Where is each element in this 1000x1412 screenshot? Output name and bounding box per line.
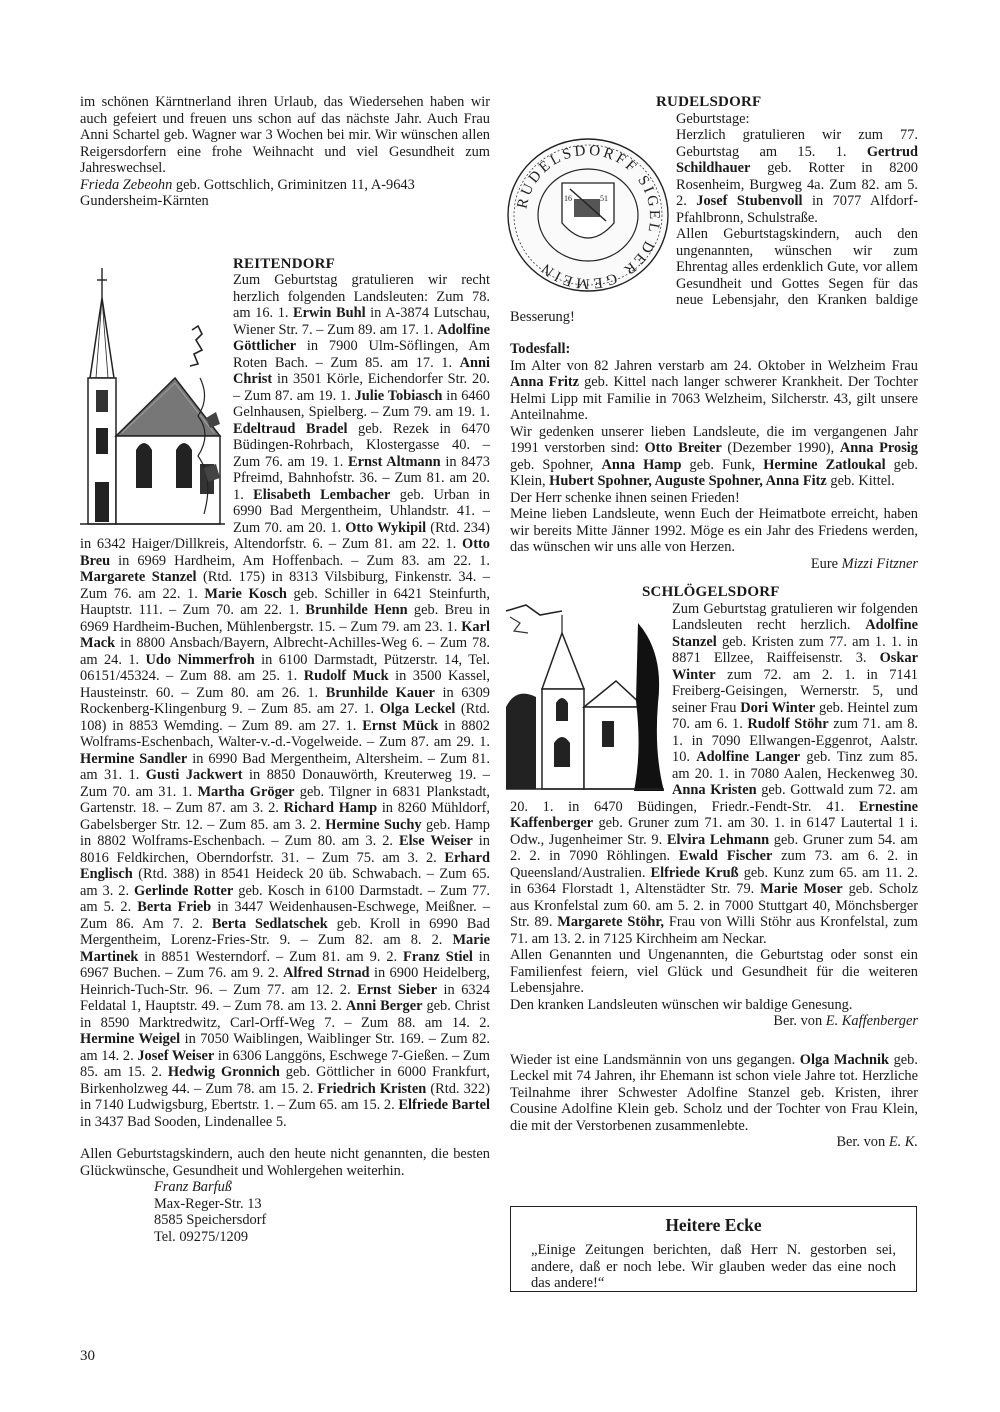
schloegelsdorf-heading: SCHLÖGELSDORF	[642, 584, 780, 600]
text-run: geb. Urban in 6990 Bad Mergentheim, Uhlandstr. 41. – Zum 70. am 20. 1.	[233, 486, 491, 536]
person-name: Otto Breiter	[644, 440, 722, 456]
person-name: Berta Frieb	[137, 899, 212, 915]
person-name: Julie Tobiasch	[354, 387, 443, 404]
text-run: in 6306 Langgöns, Eschwege 7-Gießen. – Zum 85. am 15. 2.	[80, 1047, 490, 1080]
closing-paragraph: Allen Geburtstagskindern, auch den heute nicht genannten, die besten Glückwünsche, Gesundheit und Wohlergehen weiterhin.	[80, 1146, 490, 1179]
person-name: Josef Stubenvoll	[696, 193, 803, 209]
person-name: Elfriede Bartel	[398, 1097, 490, 1113]
person-name: Anni Christ	[233, 354, 490, 387]
text-run: geb. Spohner,	[510, 456, 602, 473]
text-run: Wieder ist eine Landsmännin von uns gegangen.	[510, 1051, 800, 1068]
person-name: Olga Machnik	[799, 1051, 890, 1068]
text-run: Wir gedenken unserer lieben Landsleute, die im vergangenen Jahr 1991 verstorben sind:	[510, 423, 918, 456]
todesfall-paragraph	[510, 358, 918, 424]
person-name: Ewald Fischer	[678, 848, 773, 864]
text-run: zum 73. am 6. 2. in Queensland/Australien.	[510, 848, 918, 881]
text-run: in 8473 Pfreimd, Bahnhofstr. 36. – Zum 81. am 20. 1.	[233, 453, 490, 503]
text-run: (Rtd. 322) in 7140 Ludwigsburg, Ebertstr. 1. – Zum 65. am 15. 2.	[80, 1080, 490, 1113]
text-run: in 3500 Kassel, Hausteinstr. 60. – Zum 80. am 26. 1.	[80, 668, 490, 701]
person-name: Brunhilde Henn	[305, 602, 408, 618]
text-run: geb. Kittel nach langer schwerer Krankheit. Der Tochter Helmi Lipp mit Familie in 7063 Welzheim, Silcherstr. 43, gilt unsere Anteilnahme.	[510, 374, 918, 423]
mizzi-signature	[510, 556, 918, 573]
machnik-obituary	[510, 1052, 918, 1135]
person-name: Otto Breu	[80, 536, 490, 569]
text-run: Zum Geburtstag gratulieren wir folgenden Landsleuten recht herzlich.	[672, 600, 918, 633]
rudelsdorf-subheading: Geburtstage:	[676, 110, 750, 127]
person-name: Anna Prosig	[839, 440, 918, 456]
person-name: Marie Moser	[760, 881, 843, 897]
text-run: in 8851 Westerndorf. – Zum 81. am 9. 2.	[138, 948, 404, 965]
text-run: geb. Scholz aus Kronfelstal zum 60. am 5. 2. in 7000 Stuttgart 40, Mönchsberger Str. 89.	[510, 881, 918, 930]
text-run: in 6967 Buchen. – Zum 76. am 9. 2.	[80, 948, 490, 981]
closing-address-line: 8585 Speichersdorf	[154, 1212, 267, 1228]
text-run: geb. Rotter in 8200 Rosenheim, Burgweg 4a. Zum 82. am 5. 2.	[676, 160, 918, 209]
text-run: geb. Leckel mit 74 Jahren, ihr Ehemann ist schon viele Jahre tot. Herzliche Teilnahme ihrer Schwester Adolfine Stanzel geb. Kristen, ihrer Cousine Adolfine Klein geb. Scholz und der Tochter von Frau Klein, die mit der Verstorbenen zusammenlebte.	[510, 1051, 918, 1134]
text-run: geb. Heintel zum 70. am 6. 1.	[672, 699, 918, 732]
person-name: Ernst Sieber	[357, 981, 438, 998]
heitere-ecke-title: Heitere Ecke	[665, 1215, 762, 1235]
person-name: Edeltraud Bradel	[233, 420, 348, 437]
text-run: geb. Breu in 6969 Hardheim-Buchen, Mühlenbergstr. 15. – Zum 79. am 23. 1.	[80, 602, 490, 635]
rudelsdorf-wishes: Allen Geburtstagskindern, auch den ungenannten, wünschen wir zum Ehrentag alles erdenklich Gute, vor allem Gesundheit und Gottes Segen für das neue Lebensjahr, den Kranken baldige Besserung!	[510, 226, 918, 325]
schloegelsdorf-church-illustration	[506, 603, 664, 793]
text-run: geb. Gruner zum 71. am 30. 1. in 6147 Lautertal 1 i. Odw., Jugenheimer Str. 9.	[510, 815, 918, 848]
schloegelsdorf-wishes: Allen Genannten und Ungenannten, die Geburtstag oder sonst ein Familienfest feiern, viel Glück und Gesundheit für die weiteren Lebensjahre.	[510, 947, 918, 996]
text-run: in 7050 Waiblingen, Waiblinger Str. 169. – Zum 82. am 14. 2.	[80, 1031, 490, 1064]
text-run: geb. Kristen zum 77. am 1. 1. in 8871 Ellzee, Raiffeisenstr. 3.	[672, 633, 918, 666]
text-run: in 3501 Körle, Eichendorfer Str. 20. – Zum 87. am 19. 1.	[233, 371, 490, 404]
text-run: (Rtd. 234) in 6342 Haiger/Dillkreis, Altendorfstr. 6. – Zum 81. am 22. 1.	[80, 519, 490, 552]
ek-signature	[510, 1134, 918, 1151]
text-run: (Rtd. 388) in 8541 Heideck 20 üb. Schwabach. – Zum 65. am 3. 2.	[80, 866, 490, 899]
ber-prefix: Ber. von	[836, 1134, 889, 1150]
ber-name: E. Kaffenberger	[825, 1013, 918, 1029]
person-name: Udo Nimmerfroh	[145, 651, 255, 668]
person-name: Marie Martinek	[80, 932, 490, 965]
person-name: Anni Berger	[345, 998, 423, 1014]
text-run: zum 71. am 8. 1. in 7090 Ellwangen-Eggenrot, Aalstr. 10.	[672, 716, 919, 765]
right-column	[510, 94, 918, 1151]
text-run: in 7900 Ulm-Söflingen, Am Roten Bach. – Zum 85. am 17. 1.	[233, 338, 490, 371]
text-run: geb. Göttlicher in 6000 Frankfurt, Birkenholzweg 44. – Zum 78. am 15. 2.	[80, 1064, 490, 1097]
closing-signature-name: Franz Barfuß	[154, 1179, 232, 1195]
rudelsdorf-seal-emblem	[504, 133, 672, 295]
person-name: Karl Mack	[80, 618, 490, 651]
text-run: in 6990 Bad Mergentheim, Altersheim. – Zum 81. am 31. 1.	[80, 750, 490, 783]
text-run: in 8016 Feldkirchen, Oberndorfstr. 31. – Zum 75. am 3. 2.	[80, 833, 490, 866]
text-run: Frau von Willi Stöhr aus Kronfelstal, zum 71. am 13. 2. in 7125 Kirchheim am Neckar.	[510, 914, 918, 947]
person-name: Berta Sedlatschek	[211, 915, 328, 932]
person-name: Anna Hamp	[601, 456, 682, 473]
person-name: Hedwig Gronnich	[167, 1064, 280, 1080]
text-run: geb. Rezek in 6470 Büdingen-Rohrbach, Klostergasse 40. – Zum 76. am 19. 1.	[233, 420, 490, 470]
seal-inscription: RUDELSDORFF SIGEL DER GEMEIN	[514, 142, 663, 291]
person-name: Anna Fritz	[510, 374, 580, 390]
person-name: Hermine Zatloukal	[763, 456, 886, 473]
person-name: Rudolf Stöhr	[747, 716, 829, 732]
reitendorf-church-illustration	[80, 268, 225, 526]
person-name: Hermine Sandler	[80, 750, 188, 767]
mizzi-prefix: Eure	[810, 555, 842, 572]
person-name: Erwin Buhl	[293, 305, 366, 321]
text-run: geb. Kosch in 6100 Darmstadt. – Zum 77. am 5. 2.	[80, 882, 490, 915]
person-name: Josef Weiser	[137, 1047, 215, 1064]
text-run: in 8850 Donauwörth, Kreuterweg 19. – Zum 70. am 31. 1.	[80, 767, 491, 800]
person-name: Hermine Weigel	[80, 1031, 181, 1047]
text-run: geb. Kittel.	[826, 473, 895, 489]
closing-phone: Tel. 09275/1209	[154, 1228, 249, 1245]
closing-address-line: Max-Reger-Str. 13	[154, 1195, 262, 1212]
person-name: Else Weiser	[399, 833, 473, 849]
heitere-ecke-quote: „Einige Zeitungen berichten, daß Herr N. gestorben sei, andere, daß er noch lebe. Wir glauben weder das eine noch das andere!“	[531, 1242, 896, 1291]
person-name: Margarete Stöhr,	[557, 914, 664, 930]
person-name: Marie Kosch	[204, 585, 287, 602]
person-name: Otto Wykipil	[345, 519, 427, 536]
text-run: in 6309 Rockenberg-Klingenburg 9. – Zum 85. am 27. 1.	[80, 684, 490, 717]
schloegelsdorf-sick-wishes: Den kranken Landsleuten wünschen wir baldige Genesung.	[510, 996, 853, 1013]
person-name: Ernestine Kaffenberger	[510, 798, 918, 831]
reitendorf-heading: REITENDORF	[233, 255, 336, 272]
intro-paragraph: im schönen Kärntnerland ihren Urlaub, das Wiedersehen haben wir auch gefeiert und freuen uns schon auf das nächste Jahr. Auch Frau Anni Schartel geb. Wagner war 3 Wochen bei mir. Wir wünschen allen Reigersdorfern eine frohe Weihnacht und viel Gesundheit zum Jahreswechsel.	[80, 94, 490, 176]
seal-year-right: 51	[600, 193, 608, 203]
person-name: Dori Winter	[740, 699, 816, 716]
text-run: geb. Funk,	[681, 456, 764, 473]
mizzi-name: Mizzi Fitzner	[841, 555, 918, 572]
text-run: geb. Christ in 8590 Marktredwitz, Carl-Orff-Weg 7. – Zum 88. am 14. 2.	[80, 998, 490, 1031]
text-run: geb. Kroll in 6990 Bad Mergentheim, Lorenz-Fries-Str. 9. – Zum 82. am 8. 2.	[80, 915, 490, 948]
person-name: Martha Gröger	[197, 783, 295, 800]
person-name: Brunhilde Kauer	[325, 684, 435, 701]
text-run: geb. Hamp in 8802 Wolframs-Eschenbach. – Zum 80. am 3. 2.	[80, 816, 490, 849]
person-name: Elfriede Kruß	[650, 864, 739, 881]
person-name: Hermine Suchy	[325, 816, 422, 833]
ber-name: E. K.	[888, 1134, 918, 1150]
frieden-line: Der Herr schenke ihnen seinen Frieden!	[510, 489, 740, 506]
person-name: Adolfine Langer	[696, 749, 801, 765]
text-run: in 8800 Ansbach/Bayern, Albrecht-Achilles-Weg 6. – Zum 78. am 24. 1.	[80, 635, 490, 668]
person-name: Elvira Lehmann	[666, 831, 770, 848]
gedenken-paragraph	[510, 424, 918, 490]
person-name: Friedrich Kristen	[317, 1080, 427, 1097]
text-run: in 6969 Hardheim, Am Hoffenbach. – Zum 83. am 22. 1.	[110, 552, 490, 569]
text-run: (Rtd. 108) in 8853 Wemding. – Zum 89. am 27. 1.	[80, 701, 490, 734]
text-run: (Rtd. 175) in 8313 Vilsbiburg, Finkenstr. 34. – Zum 76. am 22. 1.	[80, 569, 490, 602]
text-run: in A-3874 Lutschau, Wiener Str. 7. – Zum 89. am 17. 1.	[233, 305, 490, 338]
left-column	[80, 94, 490, 1245]
text-run: (Dezember 1990),	[721, 440, 840, 456]
person-name: Rudolf Muck	[303, 668, 389, 684]
person-name: Franz Stiel	[403, 948, 473, 965]
intro-signature-name: Frieda Zebeohn	[80, 176, 173, 193]
text-run: in 8802 Wolframs-Eschenbach, Walter-v.-d.-Vogelweide. – Zum 87. am 29. 1.	[80, 717, 490, 750]
person-name: Margarete Stanzel	[80, 569, 197, 585]
text-run: geb. Kunz zum 65. am 11. 2. in 6364 Florstadt 1, Altenstädter Str. 79.	[510, 864, 918, 897]
text-run: in 6900 Heidelberg, Heinrich-Tuch-Str. 96. – Zum 77. am 12. 2.	[80, 965, 490, 998]
text-run: geb. Klein,	[510, 456, 919, 489]
text-run: in 3447 Weidenhausen-Eschwege, Meißner. – Zum 86. Am 7. 2.	[80, 899, 490, 932]
text-run: Im Alter von 82 Jahren verstarb am 24. Oktober in Welzheim Frau	[510, 357, 918, 374]
person-name: Elisabeth Lembacher	[253, 486, 391, 503]
heitere-ecke-box	[510, 1206, 917, 1292]
person-name: Anna Kristen	[672, 782, 757, 798]
text-run: in 6460 Gelnhausen, Spielberg. – Zum 79. am 19. 1.	[233, 387, 490, 420]
text-run: geb. Tilgner in 6831 Plankstadt, Gartenstr. 18. – Zum 87. am 3. 2.	[80, 783, 490, 816]
text-run: in 6324 Feldatal 1, Hauptstr. 49. – Zum 78. am 13. 2.	[80, 981, 491, 1014]
text-run: in 3437 Bad Sooden, Lindenallee 5.	[80, 1113, 287, 1130]
person-name: Ernst Mück	[362, 717, 439, 734]
text-run: zum 72. am 2. 1. in 7141 Freiberg-Geisingen, Wernerstr. 5, und seiner Frau	[672, 666, 918, 716]
text-run: geb. Schiller in 6421 Steinfurth, Hauptstr. 111. – Zum 70. am 22. 1.	[80, 585, 490, 618]
text-run: geb. Gruner zum 54. am 2. 2. in 7090 Röhlingen.	[510, 831, 918, 864]
intro-signature	[80, 177, 490, 210]
kaffenberger-signature	[510, 1013, 918, 1030]
ber-prefix: Ber. von	[773, 1013, 826, 1029]
person-name: Hubert Spohner, Auguste Spohner, Anna Fitz	[549, 473, 827, 489]
text-run: Herzlich gratulieren wir zum 77. Geburtstag am 15. 1.	[676, 127, 918, 160]
person-name: Gusti Jackwert	[145, 767, 243, 783]
person-name: Alfred Strnad	[283, 965, 370, 981]
rudelsdorf-heading: RUDELSDORF	[656, 94, 762, 110]
person-name: Adolfine Göttlicher	[233, 321, 490, 354]
person-name: Richard Hamp	[283, 800, 378, 816]
closing-signature	[80, 1179, 490, 1196]
person-name: Ernst Altmann	[347, 453, 441, 470]
text-run: geb. Gottwald zum 72. am 20. 1. in 6470 Büdingen, Friedr.-Fendt-Str. 41.	[510, 782, 918, 815]
text-run: geb. Tinz zum 85. am 20. 1. in 7080 Aalen, Heckenweg 30.	[672, 749, 918, 782]
person-name: Gerlinde Rotter	[134, 882, 234, 899]
text-run: in 8260 Mühldorf, Gabelsberger Str. 12. – Zum 85. am 3. 2.	[80, 800, 490, 833]
heimatbote-paragraph: Meine lieben Landsleute, wenn Euch der Heimatbote erreicht, haben wir bereits Mitte Jänner 1992. Möge es ein Jahr des Friedens werden, das wünschen wir uns alle von Herzen.	[510, 506, 918, 555]
todesfall-heading: Todesfall:	[510, 341, 571, 357]
person-name: Olga Leckel	[379, 701, 456, 717]
text-run: in 7077 Alfdorf-Pfahlbronn, Schulstraße.	[676, 193, 918, 226]
intro-signature-address: geb. Gottschlich, Griminitzen 11, A-9643 Gundersheim-Kärnten	[80, 176, 415, 209]
person-name: Erhard Englisch	[80, 849, 490, 882]
text-run: Zum Geburtstag gratulieren wir recht herzlich folgenden Landsleuten: Zum 78. am 16. 1.	[233, 272, 490, 321]
person-name: Oskar Winter	[672, 650, 918, 683]
person-name: Gertrud Schildhauer	[676, 143, 918, 176]
person-name: Adolfine Stanzel	[672, 617, 918, 650]
seal-year-left: 16	[564, 193, 572, 203]
page-number: 30	[80, 1348, 95, 1364]
text-run: in 6100 Darmstadt, Pützerstr. 14, Tel. 06151/45324. – Zum 88. am 25. 1.	[80, 651, 491, 684]
